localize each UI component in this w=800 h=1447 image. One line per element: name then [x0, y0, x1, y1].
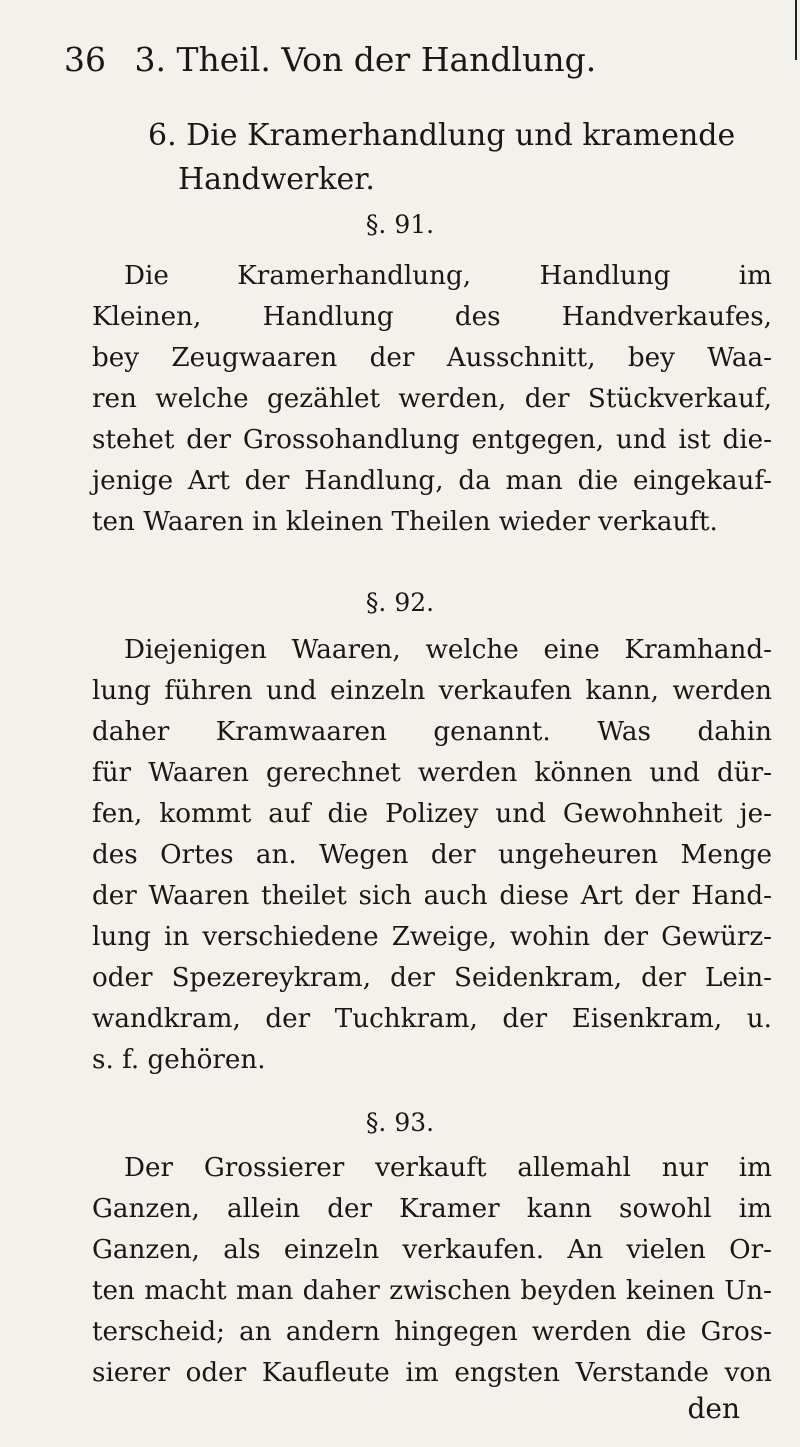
text-line: s. f. gehören.: [92, 1045, 266, 1075]
text-line: lung in verschiedene Zweige, wohin der Gewürz-: [92, 922, 772, 952]
text-line: ten macht man daher zwischen beyden keinen Un-: [92, 1276, 772, 1306]
text-line: oder Spezereykram, der Seidenkram, der Lein-: [92, 963, 772, 993]
text-line: Ganzen, allein der Kramer kann sowohl im: [92, 1194, 772, 1224]
text-line: wandkram, der Tuchkram, der Eisenkram, u.: [92, 1004, 772, 1034]
text-line: Diejenigen Waaren, welche eine Kramhand-: [124, 635, 772, 665]
paragraph-number: §. 91.: [365, 210, 435, 239]
text-line: des Ortes an. Wegen der ungeheuren Menge: [92, 840, 772, 870]
text-line: sierer oder Kaufleute im engsten Verstande von: [92, 1358, 772, 1388]
section-heading-line: Handwerker.: [178, 162, 375, 197]
paragraph-body: [92, 256, 772, 543]
section-heading-line: 6. Die Kramerhandlung und kramende: [148, 118, 736, 153]
catchword: den: [687, 1392, 740, 1425]
section-heading: [148, 114, 768, 202]
paragraph-body: [92, 630, 772, 1081]
paragraph-number: §. 92.: [365, 588, 435, 617]
text-line: fen, kommt auf die Polizey und Gewohnheit je-: [92, 799, 772, 829]
page-edge-line: [795, 0, 797, 60]
text-line: der Waaren theilet sich auch diese Art der Hand-: [92, 881, 772, 911]
text-line: stehet der Grossohandlung entgegen, und ist die-: [92, 425, 772, 455]
text-line: Kleinen, Handlung des Handverkaufes,: [92, 302, 772, 332]
text-line: Die Kramerhandlung, Handlung im: [124, 261, 772, 291]
text-line: bey Zeugwaaren der Ausschnitt, bey Waa-: [92, 343, 772, 373]
text-line: daher Kramwaaren genannt. Was dahin: [92, 717, 772, 747]
paragraph-body: [92, 1148, 772, 1394]
running-title: 3. Theil. Von der Handlung.: [134, 40, 597, 79]
paragraph-number: §. 93.: [365, 1108, 435, 1137]
text-line: Der Grossierer verkauft allemahl nur im: [124, 1153, 772, 1183]
text-line: Ganzen, als einzeln verkaufen. An vielen Or-: [92, 1235, 772, 1265]
text-line: ren welche gezählet werden, der Stückverkauf,: [92, 384, 772, 414]
text-line: terscheid; an andern hingegen werden die Gros-: [92, 1317, 772, 1347]
text-line: für Waaren gerechnet werden können und dür-: [92, 758, 772, 788]
text-line: jenige Art der Handlung, da man die eingekauf-: [92, 466, 772, 496]
text-line: lung führen und einzeln verkaufen kann, werden: [92, 676, 772, 706]
page-number: 36: [64, 40, 106, 79]
running-head: [64, 40, 724, 79]
text-line: ten Waaren in kleinen Theilen wieder verkauft.: [92, 507, 718, 537]
